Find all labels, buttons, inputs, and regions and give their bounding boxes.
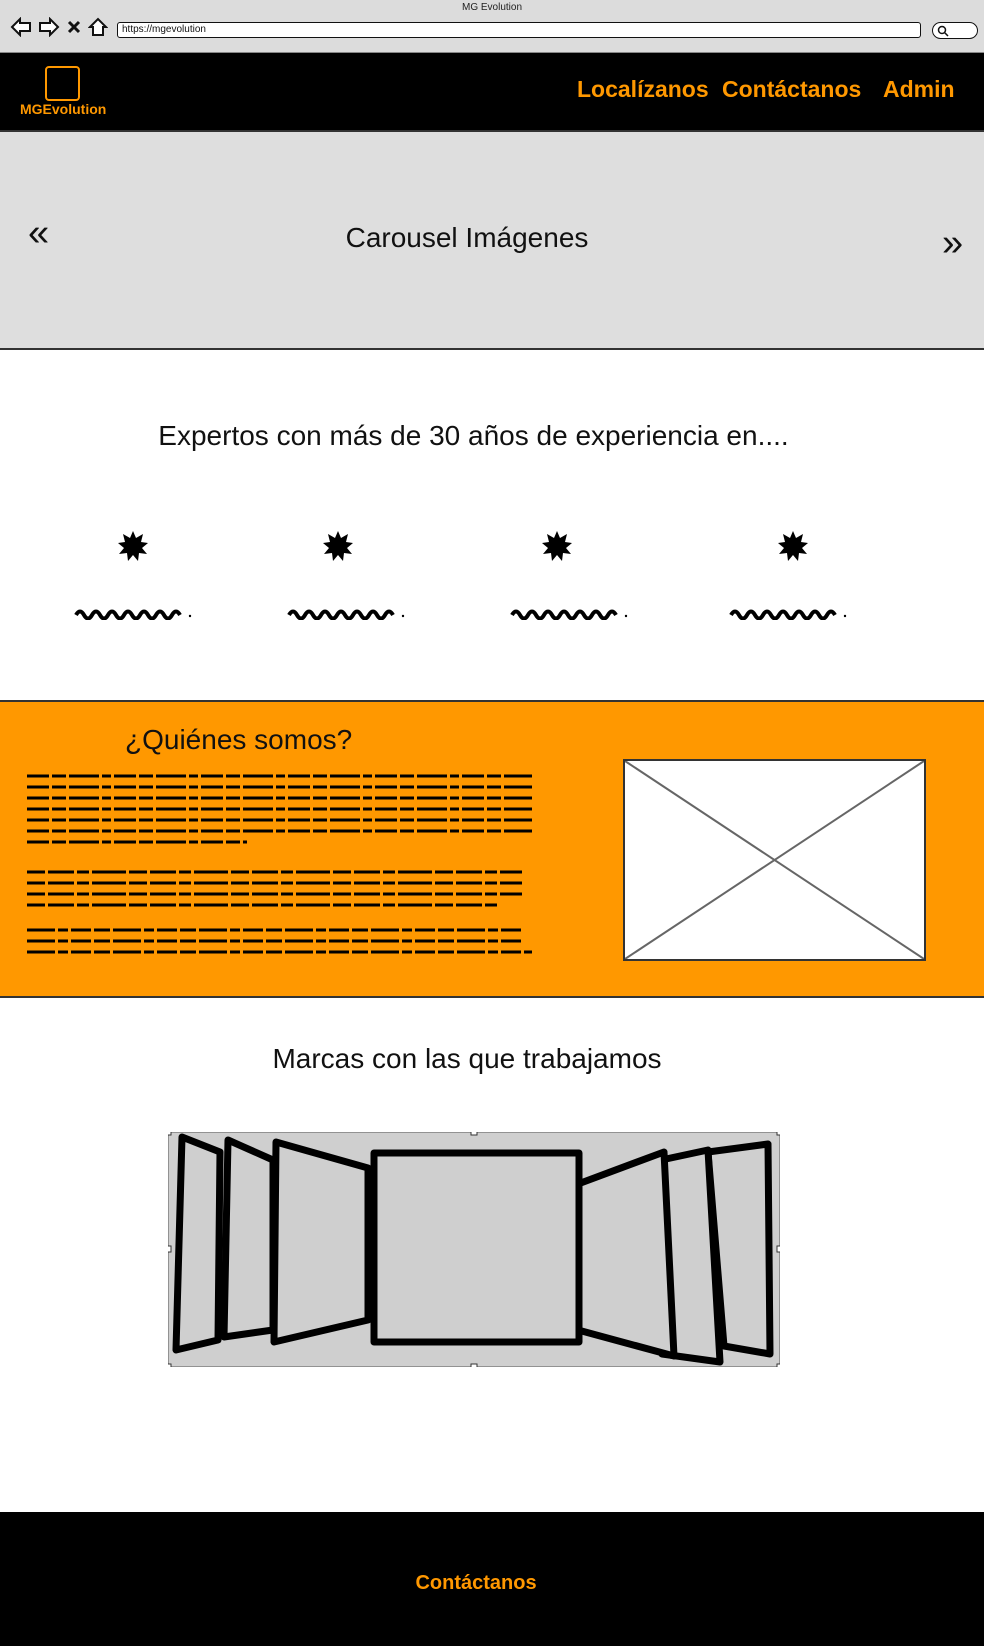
browser-nav-buttons (10, 16, 108, 38)
about-paragraph-3 (27, 926, 537, 960)
home-icon[interactable] (88, 17, 108, 37)
carousel-next-button[interactable]: » (942, 222, 964, 264)
logo-text[interactable]: MGEvolution (20, 101, 107, 117)
service-badge-icon (777, 530, 809, 562)
service-label-scribble (74, 606, 194, 620)
search-icon (936, 24, 950, 38)
service-label-scribble (510, 606, 630, 620)
back-icon[interactable] (10, 17, 32, 37)
about-title: ¿Quiénes somos? (125, 724, 353, 755)
about-image-placeholder (623, 759, 926, 961)
about-paragraph-2 (27, 868, 537, 916)
browser-search-box[interactable] (932, 22, 978, 39)
forward-icon[interactable] (38, 17, 60, 37)
brands-title: Marcas con las que trabajamos (272, 1043, 662, 1074)
brands-carousel[interactable] (168, 1132, 780, 1367)
carousel-title: Carousel Imágenes (345, 222, 589, 253)
close-icon[interactable] (66, 17, 82, 37)
service-badge-icon (117, 530, 149, 562)
experience-title: Expertos con más de 30 años de experiencia en.... (158, 420, 789, 451)
image-placeholder-icon (625, 761, 924, 959)
nav-link-admin[interactable]: Admin (883, 76, 955, 102)
about-paragraph-1 (27, 772, 537, 852)
logo-icon[interactable] (45, 66, 80, 101)
nav-link-contactanos[interactable]: Contáctanos (722, 76, 862, 102)
footer-contact-link[interactable]: Contáctanos (415, 1572, 537, 1594)
carousel-prev-button[interactable]: « (28, 212, 50, 254)
service-label-scribble (287, 606, 407, 620)
service-label-scribble (729, 606, 849, 620)
service-badge-icon (322, 530, 354, 562)
service-badge-icon (541, 530, 573, 562)
url-input[interactable]: https://mgevolution (117, 22, 921, 38)
nav-link-localizanos[interactable]: Localízanos (577, 76, 709, 102)
window-title: MG Evolution (461, 2, 523, 13)
